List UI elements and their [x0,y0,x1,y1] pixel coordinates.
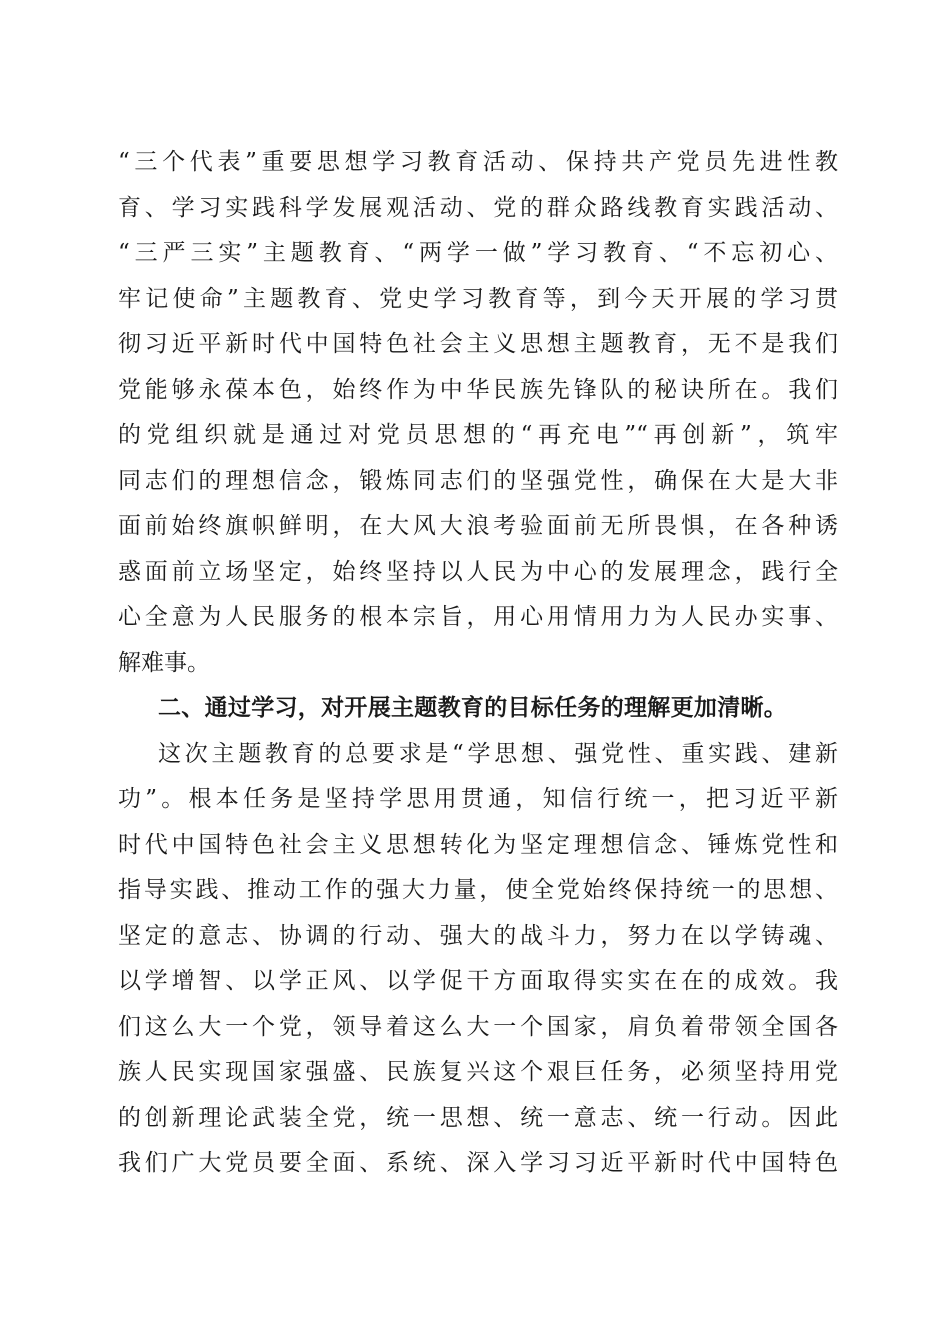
paragraph-2-line: 们这么大一个党，领导着这么大一个国家，肩负着带领全国各 [118,1013,838,1040]
paragraph-1-line: 牢记使命”主题教育、党史学习教育等，到今天开展的学习贯 [118,285,838,312]
paragraph-1-line: 解难事。 [118,649,210,676]
paragraph-1-line: 育、学习实践科学发展观活动、党的群众路线教育实践活动、 [118,194,838,221]
paragraph-1-line: “三个代表”重要思想学习教育活动、保持共产党员先进性教 [118,149,838,175]
paragraph-1-line: 惑面前立场坚定，始终坚持以人民为中心的发展理念，践行全 [118,558,838,585]
paragraph-2-line: 以学增智、以学正风、以学促干方面取得实实在在的成效。我 [118,968,838,994]
paragraph-1-line: “三严三实”主题教育、“两学一做”学习教育、“不忘初心、 [118,240,838,266]
document-body [118,140,838,1187]
paragraph-2-line: 的创新理论武装全党，统一思想、统一意志、统一行动。因此 [118,1104,838,1131]
paragraph-2-line: 指导实践、推动工作的强大力量，使全党始终保持统一的思想、 [118,877,838,903]
paragraph-2-line: 坚定的意志、协调的行动、强大的战斗力，努力在以学铸魂、 [118,922,838,949]
paragraph-1-line: 彻习近平新时代中国特色社会主义思想主题教育，无不是我们 [118,331,838,357]
paragraph-2-line: 族人民实现国家强盛、民族复兴这个艰巨任务，必须坚持用党 [118,1059,838,1085]
paragraph-2-line: 功”。根本任务是坚持学思用贯通，知信行统一，把习近平新 [118,786,838,812]
paragraph-1-line: 的党组织就是通过对党员思想的“再充电”“再创新”，筑牢 [118,422,838,448]
paragraph-1-line: 党能够永葆本色，始终作为中华民族先锋队的秘诀所在。我们 [118,376,838,403]
paragraph-1-line: 心全意为人民服务的根本宗旨，用心用情用力为人民办实事、 [118,604,838,630]
paragraph-1-line: 同志们的理想信念，锻炼同志们的坚强党性，确保在大是大非 [118,467,838,494]
section-heading: 二、通过学习，对开展主题教育的目标任务的理解更加清晰。 [158,695,788,721]
paragraph-2-line: 我们广大党员要全面、系统、深入学习习近平新时代中国特色 [118,1150,838,1176]
paragraph-2-line: 这次主题教育的总要求是“学思想、强党性、重实践、建新 [158,740,838,767]
paragraph-1-line: 面前始终旗帜鲜明，在大风大浪考验面前无所畏惧，在各种诱 [118,513,838,539]
paragraph-2-line: 时代中国特色社会主义思想转化为坚定理想信念、锤炼党性和 [118,831,838,858]
